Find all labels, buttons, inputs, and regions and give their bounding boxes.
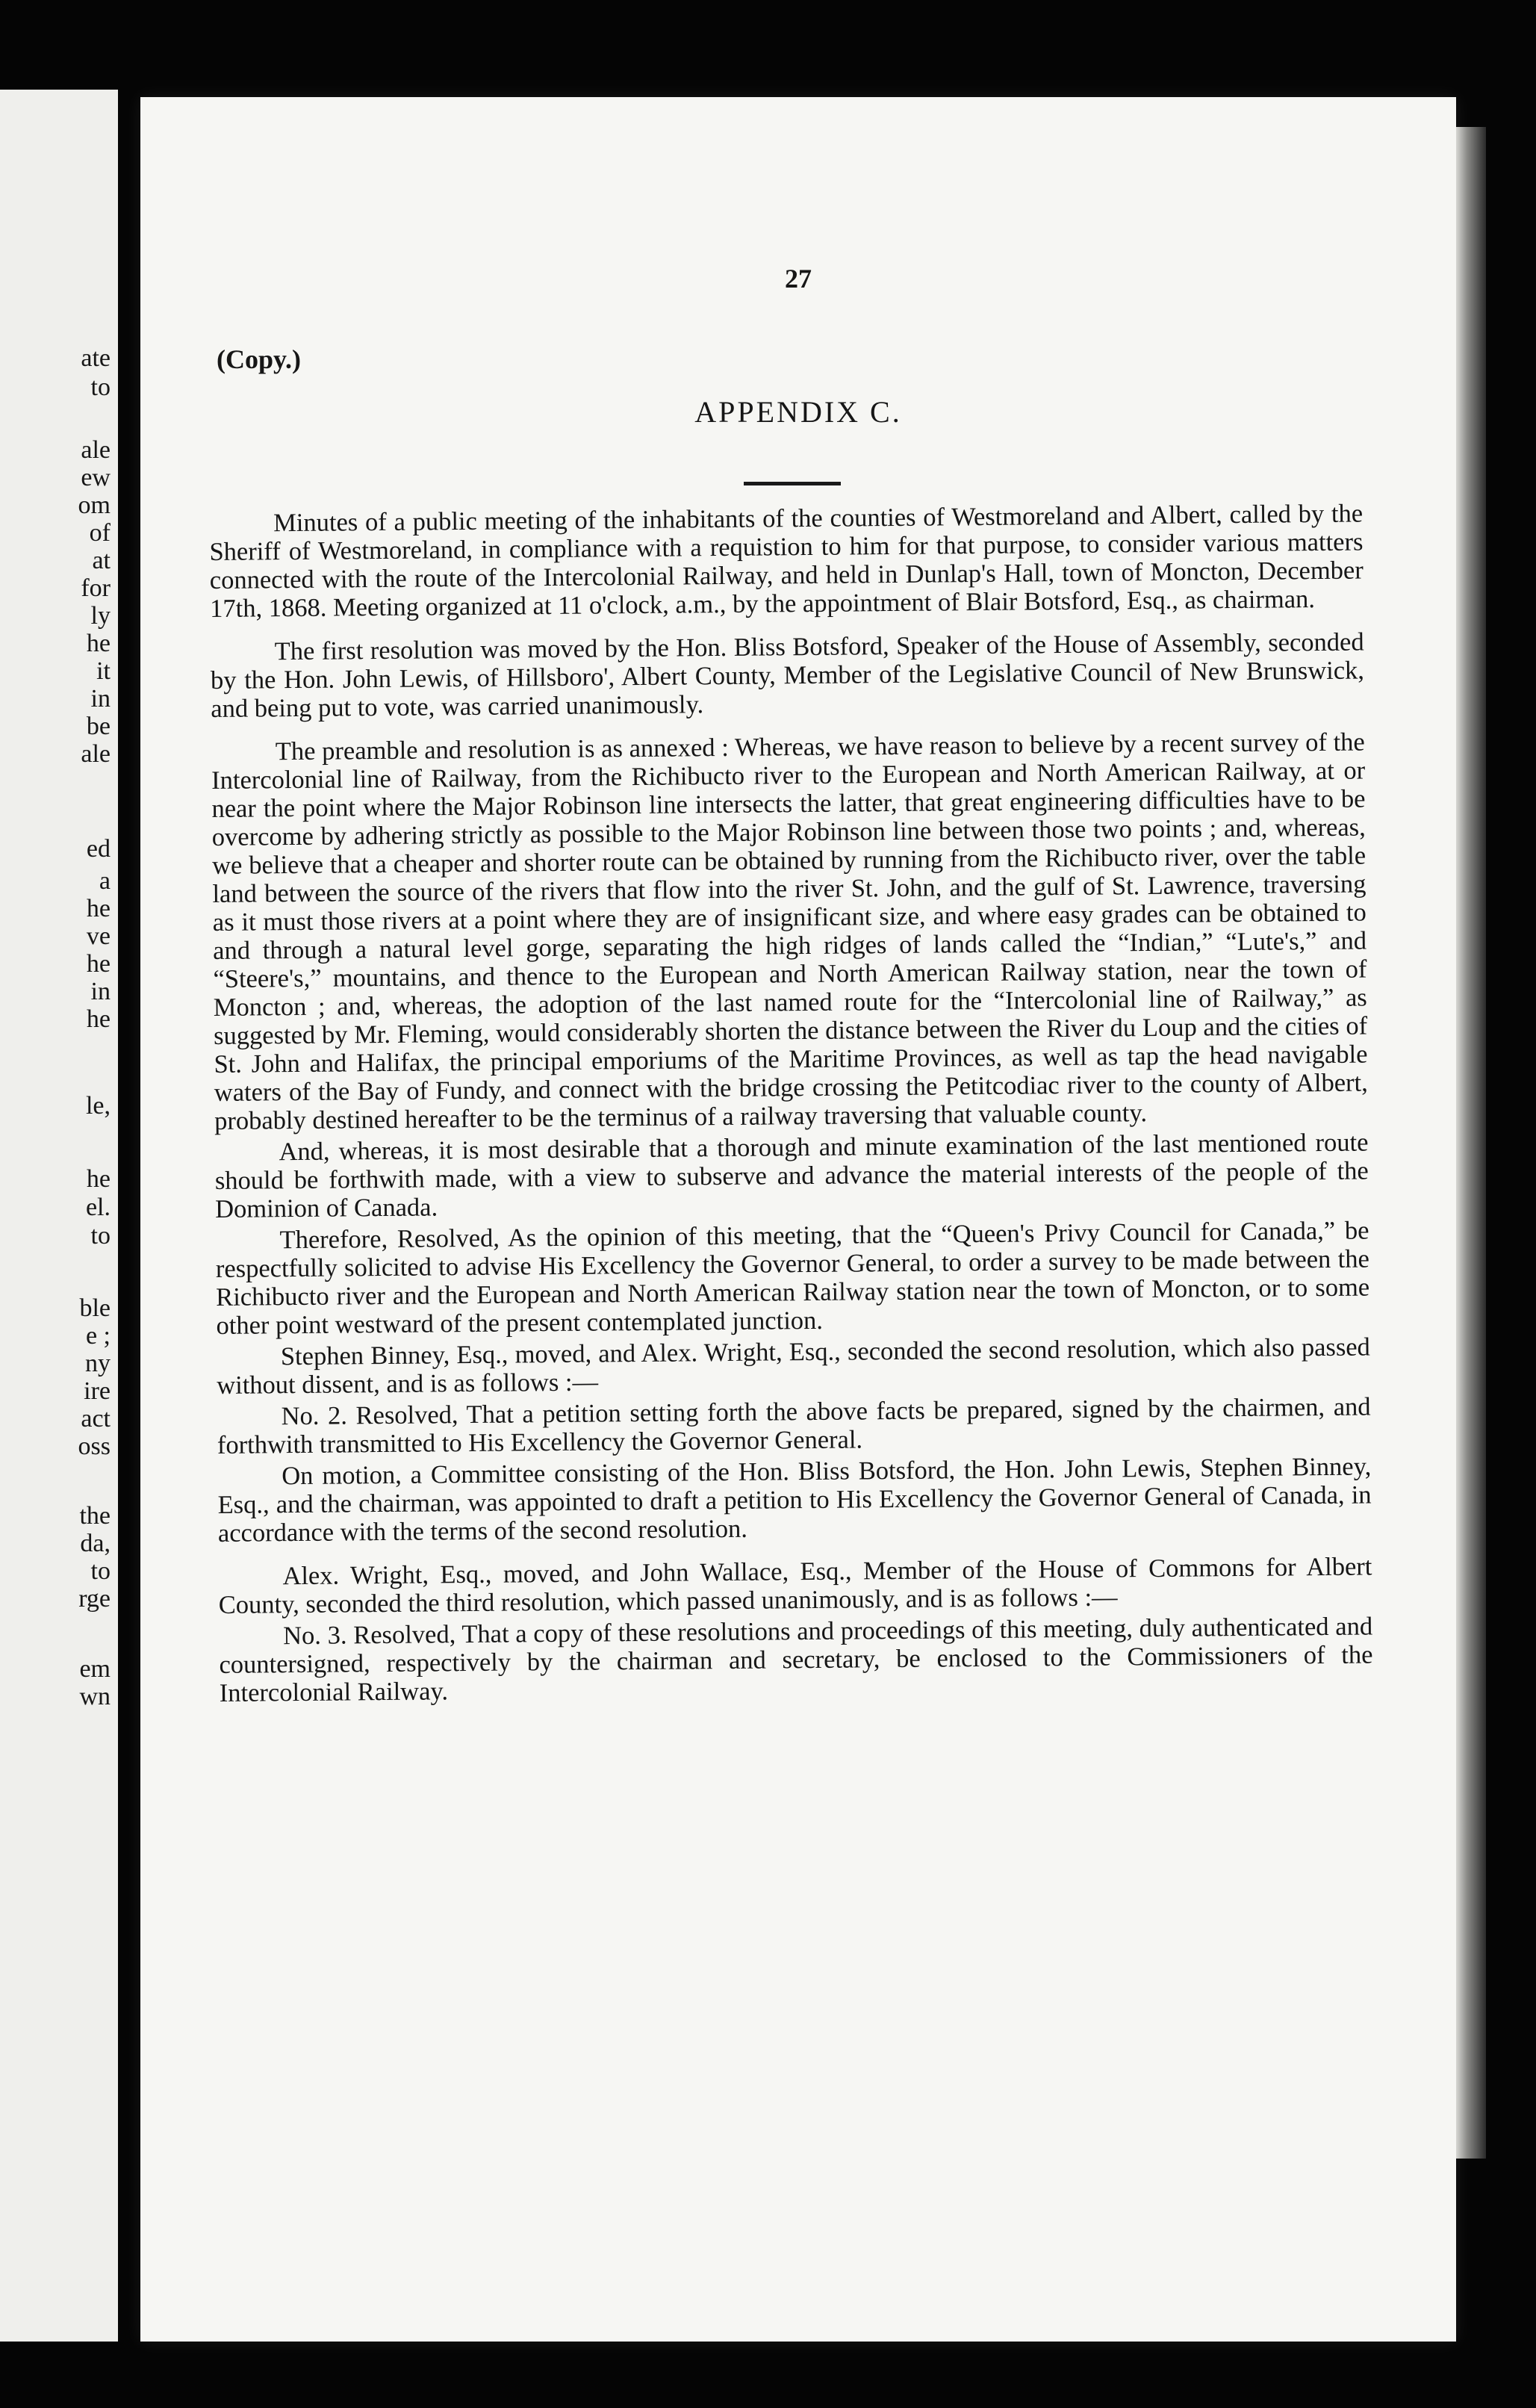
facing-page-text: ed <box>86 835 111 863</box>
facing-page-text: of <box>89 519 111 547</box>
facing-page-text: ale <box>81 436 111 464</box>
facing-page-text: in <box>90 978 111 1005</box>
appendix-title: APPENDIX C. <box>694 395 902 429</box>
paragraph-resolution-2: No. 2. Resolved, That a petition setting forth the above facts be prepared, signed by the chairmen, and forthwith transmitted to His Excellency the Governor General. <box>217 1392 1371 1459</box>
minutes-body <box>209 500 1373 1722</box>
facing-page-text: to <box>90 1222 111 1250</box>
paragraph-preamble: The preamble and resolution is as annexed : Whereas, we have reason to believe by a recent survey of the Intercolonial line of Railway, from the Richibucto river to the European and North American Railway, at or near the point where the Major Robinson line intersects the latter, that great engineering difficulties have to be overcome by adhering strictly as possible to the Major Robinson line between those two points ; and, whereas, we believe that a cheaper and shorter route can be obtained by running from the Richibucto river, over the table land between the source of the rivers that flow into the river St. John, and the gulf of St. Lawrence, traversing as it must those rivers at a point where they are of insignificant size, and where easy grades can be obtained to and through a natural level gorge, separating the high ridges of lands called the “Indian,” “Lute's,” and “Steere's,” mountains, and thence to the European and North American Railway station, near the town of Moncton ; and, whereas, the adoption of the last named route for the “Intercolonial line of Railway,” as suggested by Mr. Fleming, would considerably shorten the distance between the River du Loup and the cities of St. John and Halifax, the principal emporiums of the Maritime Provinces, as well as tap the head navigable waters of the Bay of Fundy, and connect with the bridge crossing the Petitcodiac river to the county of Albert, probably destined hereafter to be the terminus of a railway traversing that valuable county. <box>211 727 1368 1135</box>
facing-page-text: for <box>81 574 111 602</box>
facing-page-text: ly <box>90 602 111 630</box>
facing-page-text: rge <box>78 1585 111 1613</box>
facing-page-text: em <box>79 1655 111 1683</box>
facing-page-text: in <box>90 685 111 713</box>
page-curl-shadow <box>1456 127 1486 2159</box>
paragraph-resolution-3: No. 3. Resolved, That a copy of these resolutions and proceedings of this meeting, duly authenticated and countersigned, respectively by the chairman and secretary, be enclosed to the Commissioners of the Intercolonial Railway. <box>219 1612 1373 1707</box>
facing-page-text: to <box>90 373 111 401</box>
facing-page-text: he <box>86 1005 111 1033</box>
facing-page-text: om <box>78 491 111 519</box>
facing-page-text: the <box>79 1502 111 1530</box>
facing-page-text: he <box>86 950 111 978</box>
facing-page-text: ew <box>81 464 111 491</box>
facing-page-text: da, <box>80 1530 111 1557</box>
facing-page-text: he <box>86 895 111 922</box>
facing-page-text: he <box>86 630 111 657</box>
facing-page-text: ate <box>81 344 111 372</box>
facing-page-text: he <box>86 1165 111 1193</box>
paragraph-second-motion: Stephen Binney, Esq., moved, and Alex. Wright, Esq., seconded the second resolution, which also passed without dissent, and is as follows :— <box>217 1332 1371 1400</box>
facing-page-text: it <box>96 657 111 685</box>
facing-page-text: ve <box>86 922 111 950</box>
facing-page-text: el. <box>85 1194 111 1221</box>
facing-page-text: wn <box>79 1683 111 1710</box>
paragraph-committee: On motion, a Committee consisting of the Hon. Bliss Botsford, the Hon. John Lewis, Stephen Binney, Esq., and the chairman, was appointed to draft a petition to His Excellency the Governor General of Canada, in accordance with the terms of the second resolution. <box>217 1452 1372 1548</box>
document-page <box>140 97 1456 2342</box>
paragraph-resolved: Therefore, Resolved, As the opinion of this meeting, that the “Queen's Privy Council for Canada,” be respectfully solicited to advise His Excellency the Governor General, to order a survey to be made between the Richibucto river and the European and North American Railway station near the town of Moncton, or to some other point westward of the present contemplated junction. <box>215 1216 1370 1340</box>
facing-page-text: oss <box>78 1433 111 1460</box>
title-rule <box>744 482 841 485</box>
facing-page-text: a <box>99 867 111 895</box>
facing-page-text: at <box>92 547 111 574</box>
paragraph-first-resolution: The first resolution was moved by the Hon. Bliss Botsford, Speaker of the House of Assembly, seconded by the Hon. John Lewis, of Hillsboro', Albert County, Member of the Legislative Council of New Brunswick, and being put to vote, was carried unanimously. <box>210 627 1365 723</box>
facing-page-text: be <box>86 713 111 740</box>
facing-page-text: le, <box>85 1092 111 1120</box>
facing-page-edge <box>0 90 118 2342</box>
facing-page-text: ire <box>84 1377 111 1405</box>
facing-page-text: ale <box>81 740 111 768</box>
copy-label: (Copy.) <box>217 344 302 374</box>
facing-page-text: e ; <box>85 1322 111 1350</box>
facing-page-text: ble <box>79 1294 111 1322</box>
page-number: 27 <box>785 264 812 294</box>
paragraph-third-motion: Alex. Wright, Esq., moved, and John Wallace, Esq., Member of the House of Commons for Albert County, seconded the third resolution, which passed unanimously, and is as follows :— <box>218 1552 1372 1619</box>
facing-page-text: ny <box>85 1350 111 1377</box>
paragraph-minutes-intro: Minutes of a public meeting of the inhabitants of the counties of Westmoreland and Albert, called by the Sheriff of Westmoreland, in compliance with a requistion to him for that purpose, to consider various matters connected with the route of the Intercolonial Railway, and held in Dunlap's Hall, town of Moncton, December 17th, 1868. Meeting organized at 11 o'clock, a.m., by the appointment of Blair Botsford, Esq., as chairman. <box>209 499 1364 623</box>
paragraph-whereas: And, whereas, it is most desirable that a thorough and minute examination of the last mentioned route should be forthwith made, with a view to subserve and advance the material interests of the people of the Dominion of Canada. <box>214 1128 1369 1223</box>
facing-page-text: act <box>81 1405 111 1433</box>
facing-page-text: to <box>90 1557 111 1585</box>
